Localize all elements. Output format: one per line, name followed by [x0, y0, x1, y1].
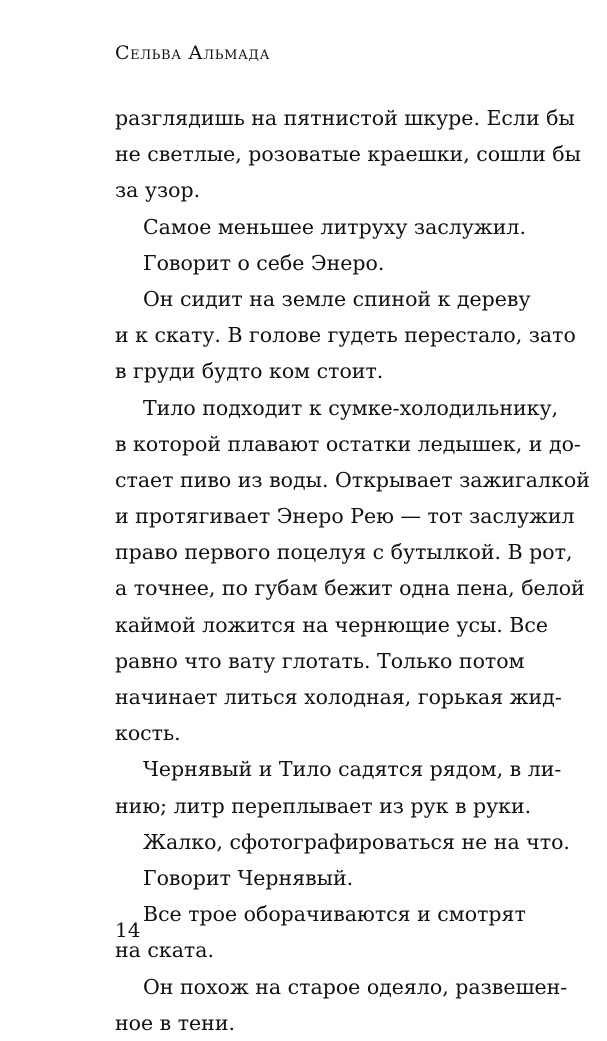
text-line: Он сидит на земле спиной к дереву	[143, 286, 531, 311]
text-line: в которой плавают остатки ледышек, и до-	[115, 431, 581, 456]
text-line: не светлые, розоватые краешки, сошли бы	[115, 142, 581, 167]
text-line: и к скату. В голове гудеть перестало, зато	[115, 323, 576, 348]
text-line: Говорит о себе Энеро.	[143, 250, 385, 275]
text-line: начинает литься холодная, горькая жид-	[115, 685, 562, 709]
text-line: и протягивает Энеро Рею — тот заслужил	[115, 504, 575, 529]
text-line: нию; литр переплывает из рук в руки.	[115, 793, 532, 818]
text-line: ное в тени.	[115, 1010, 236, 1035]
text-line: на ската.	[115, 938, 214, 963]
running-head: Сельва Альмада	[115, 42, 271, 64]
text-line: Чернявый и Тило садятся рядом, в ли-	[143, 757, 562, 782]
text-line: Он похож на старое одеяло, развешен-	[143, 974, 568, 999]
text-line: Все трое оборачиваются и смотрят	[143, 902, 526, 927]
text-line: разглядишь на пятнистой шкуре. Если бы	[115, 106, 575, 130]
text-line: равно что вату глотать. Только потом	[115, 648, 525, 673]
text-line: Тило подходит к сумке-холодильнику,	[143, 395, 559, 420]
page-number: 14	[115, 918, 141, 942]
text-line: право первого поцелуя с бутылкой. В рот,	[115, 540, 573, 565]
text-line: Говорит Чернявый.	[143, 865, 354, 890]
text-line: в груди будто ком стоит.	[115, 359, 384, 384]
text-line: кость.	[115, 721, 181, 746]
text-line: стает пиво из воды. Открывает зажигалкой	[115, 467, 590, 492]
text-line: а точнее, по губам бежит одна пена, белой	[115, 576, 585, 601]
text-line: каймой ложится на чернющие усы. Все	[115, 612, 548, 637]
text-line: Самое меньшее литруху заслужил.	[143, 214, 526, 239]
text-line: Жалко, сфотографироваться не на что.	[143, 829, 570, 854]
body-text	[115, 100, 590, 1041]
text-line: за узор.	[115, 178, 201, 203]
